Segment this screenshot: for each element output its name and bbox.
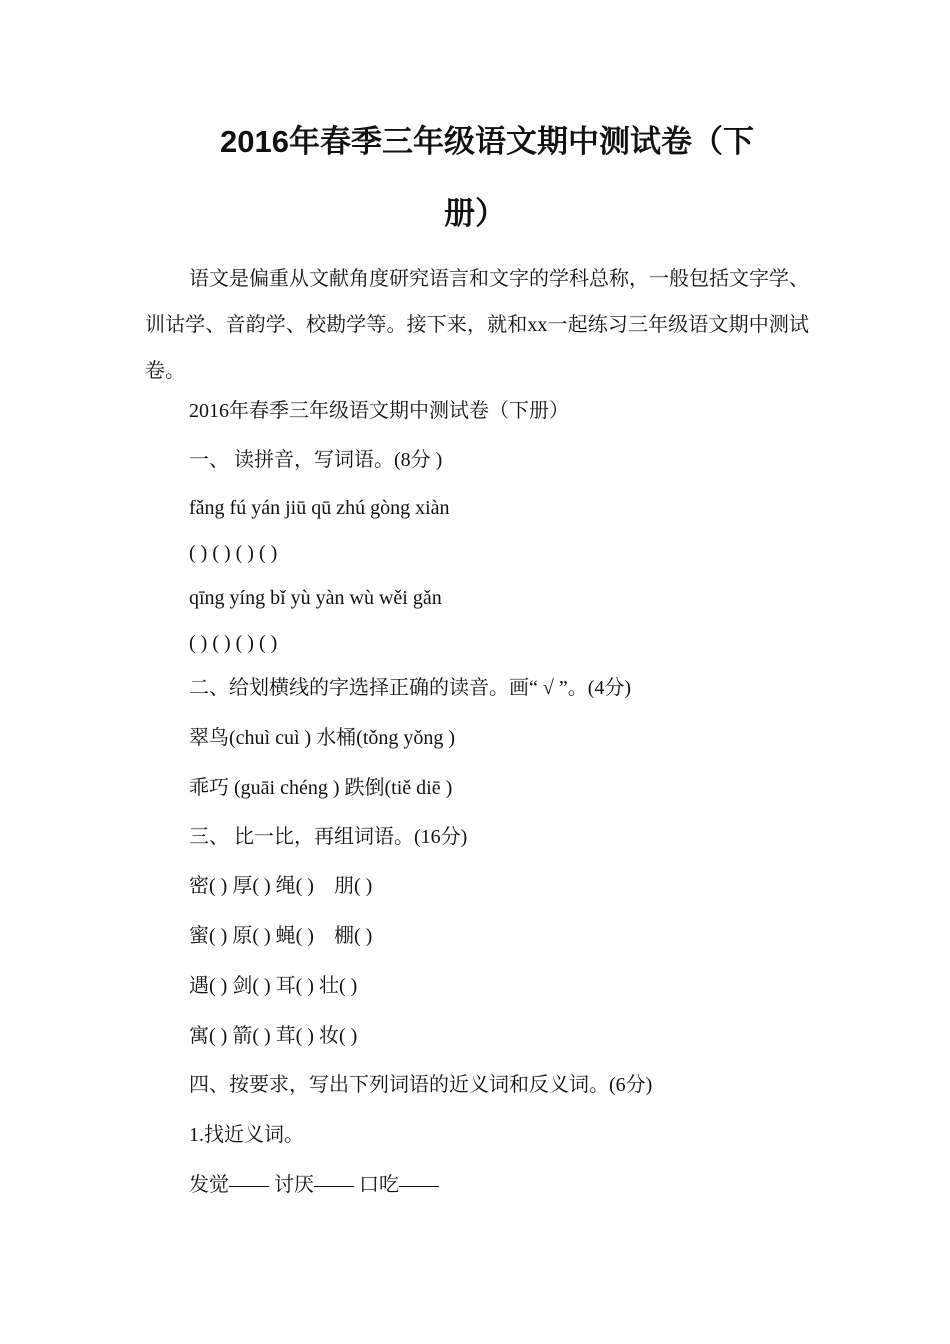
subtitle-line: 2016年春季三年级语文期中测试卷（下册） xyxy=(189,400,569,422)
synonym-instruction: 1.找近义词。 xyxy=(189,1124,304,1146)
blank-row-1: ( ) ( ) ( ) ( ) xyxy=(189,542,278,564)
document-title-line-2: 册） xyxy=(444,196,506,231)
intro-paragraph: 语文是偏重从文献角度研究语言和文字的学科总称，一般包括文字学、训诂学、音韵学、校勘学等。接下来，就和xx一起练习三年级语文期中测试卷。 xyxy=(145,268,809,382)
section-2-heading: 二、给划横线的字选择正确的读音。画“ √ ”。(4分) xyxy=(189,677,632,699)
compare-row-4: 寓( ) 箭( ) 茸( ) 妆( ) xyxy=(189,1025,358,1047)
reading-row-1: 翠鸟(chuì cuì ) 水桶(tǒng yǒng ) xyxy=(189,727,456,749)
pinyin-row-1: fǎng fú yán jiū qū zhú gòng xiàn xyxy=(189,497,450,519)
reading-row-2: 乖巧 (guāi chéng ) 跌倒(tiě diē ) xyxy=(189,777,453,799)
document-title-line-1: 2016年春季三年级语文期中测试卷（下 xyxy=(220,124,754,159)
pinyin-row-2: qīng yíng bǐ yù yàn wù wěi gǎn xyxy=(189,587,442,609)
section-1-heading: 一、 读拼音，写词语。(8分 ) xyxy=(189,449,443,471)
compare-row-1: 密( ) 厚( ) 绳( ) 朋( ) xyxy=(189,875,373,897)
compare-row-2: 蜜( ) 原( ) 蝇( ) 棚( ) xyxy=(189,925,373,947)
synonym-row: 发觉—— 讨厌—— 口吃—— xyxy=(189,1174,439,1196)
blank-row-2: ( ) ( ) ( ) ( ) xyxy=(189,632,278,654)
section-4-heading: 四、按要求，写出下列词语的近义词和反义词。(6分) xyxy=(189,1074,653,1096)
compare-row-3: 遇( ) 剑( ) 耳( ) 壮( ) xyxy=(189,975,358,997)
section-3-heading: 三、 比一比，再组词语。(16分) xyxy=(189,826,468,848)
